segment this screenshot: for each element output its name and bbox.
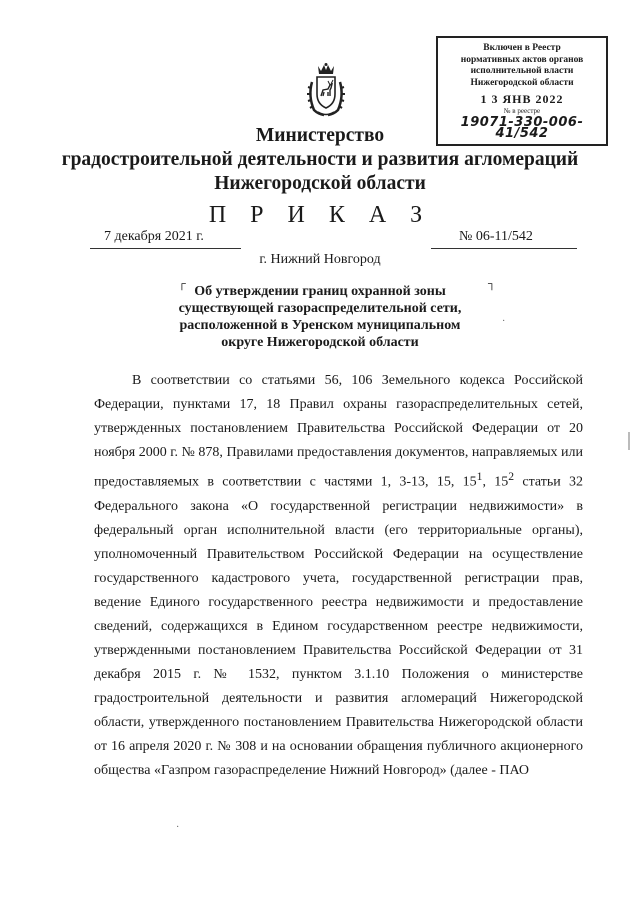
title-corner-right: ┐ (488, 278, 496, 290)
stamp-line-1: Включен в Реестр (483, 43, 561, 53)
body-paragraph (94, 369, 583, 783)
stamp-line-2: нормативных актов органов (460, 54, 584, 65)
document-subject (140, 283, 500, 351)
body-text-part-2: , 15 (482, 474, 509, 490)
date-underline (90, 248, 241, 249)
body-text-part-3: статьи 32 Федерального закона «О государственной регистрации недвижимости» в федеральный орган исполнительной власти (его территориальные органы), уполномоченный Правительством Российской Федерации на осуществление государственного кадастрового учета, государственной регистрации прав, ведение Единого государственного реестра недвижимости и предоставление сведений, содержащихся в Едином государственном реестре недвижимости, утвержденными постановлением Правительства Российской Федерации от 31 декабря 2015 г. № 1532, пунктом 3.1.10 Положения о министерстве градостроительной деятельности и развития агломераций Нижегородской области, утвержденного постановлением Правительства Нижегородской области от 16 апреля 2020 г. № 308 и на основании обращения публичного акционерного общества «Газпром газораспределение Нижний Новгород» (далее - ПАО (94, 474, 584, 778)
coat-of-arms-icon (306, 62, 346, 118)
body-sup-1: 1 (476, 470, 483, 483)
document-number: № 06-11/542 (459, 229, 533, 244)
body-text-part-1: В соответствии со статьями 56, 106 Земельного кодекса Российской Федерации, пунктами 17, 18 Правил охраны газораспределительных сетей, утвержденных постановлением Правительства Российской Федерации от 20 ноября 2000 г. № 878, Правилами предоставления документов, направляемых или предоставляемых в соответствии с частями 1, 3-13, 15, 15 (94, 373, 583, 490)
stamp-regno: 19071-330-006-41/542 (460, 114, 584, 141)
scan-speck-bottom: · (176, 822, 180, 833)
ministry-title-line-2: градостроительной деятельности и развития агломераций (61, 149, 579, 170)
scan-speck: · (502, 316, 506, 327)
title-corner-left: ┌ (178, 278, 186, 290)
stamp-date: 1 3 ЯНВ 2022 (480, 92, 564, 106)
number-underline (431, 248, 577, 249)
subject-line-1: Об утверждении границ охранной зоны (194, 284, 446, 299)
subject-line-4: округе Нижегородской области (221, 335, 419, 350)
ministry-title-line-1: Министерство (255, 125, 385, 146)
stamp-line-3: исполнительной власти (470, 66, 574, 76)
document-city: г. Нижний Новгород (259, 252, 381, 267)
subject-line-2: существующей газораспределительной сети, (178, 301, 462, 316)
stamp-regno-caption: № в реестре (503, 106, 541, 115)
document-type: П Р И К А З (208, 202, 432, 228)
document-date: 7 декабря 2021 г. (104, 229, 204, 244)
ministry-title-line-3: Нижегородской области (214, 173, 426, 194)
stamp-line-4: Нижегородской области (470, 77, 574, 88)
subject-line-3: расположенной в Уренском муниципальном (179, 318, 461, 333)
body-sup-2: 2 (508, 470, 515, 483)
scan-edge-mark (628, 432, 630, 450)
